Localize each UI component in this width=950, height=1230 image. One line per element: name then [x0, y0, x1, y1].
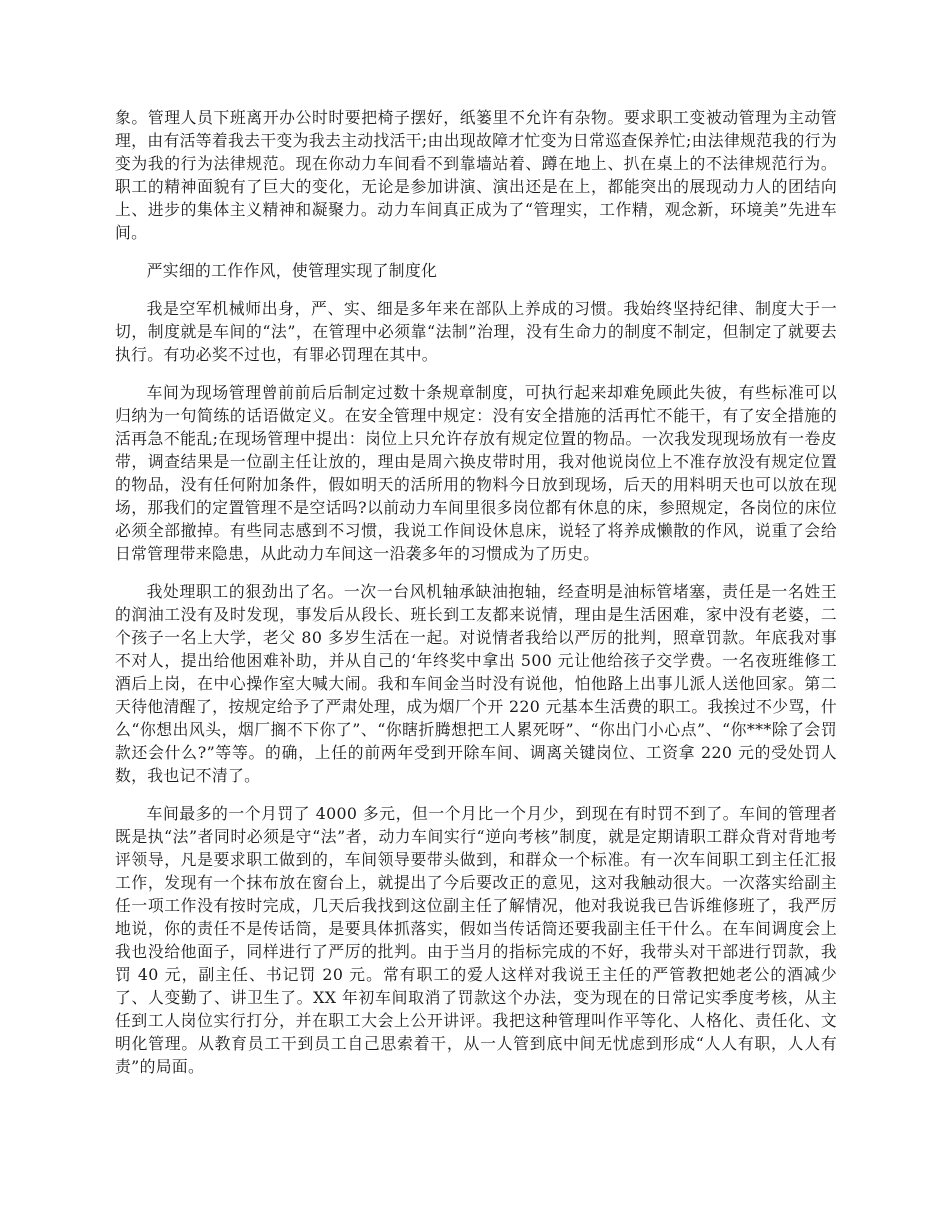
body-paragraph-3: 车间为现场管理曾前前后后制定过数十条规章制度，可执行起来却难免顾此失彼，有些标准可以归纳为一句简练的话语做定义。在安全管理中规定：没有安全措施的活再忙不能干，有了安全措施的活再急不能乱;在现场管理中提出：岗位上只允许存放有规定位置的物品。一次我发现现场放有一卷皮带，调查结果是一位副主任让放的，理由是周六换皮带时用，我对他说岗位上不准存放没有规定位置的物品，没有任何附加条件，假如明天的活所用的物料今日放到现场，后天的用料明天也可以放在现场，那我们的定置管理不是空话吗?以前动力车间里很多岗位都有休息的床，参照规定，各岗位的床位必须全部撤掉。有些同志感到不习惯，我说工作间设休息床，说轻了将养成懒散的作风，说重了会给日常管理带来隐患，从此动力车间这一沿袭多年的习惯成为了历史。 — [115, 383, 837, 563]
document-page — [115, 106, 837, 1093]
body-paragraph-5: 车间最多的一个月罚了 4000 多元，但一个月比一个月少，到现在有时罚不到了。车间的管理者既是执“法”者同时必须是守“法”者，动力车间实行“逆向考核”制度，就是定期请职工群众背对背地考评领导，凡是要求职工做到的，车间领导要带头做到，和群众一个标准。有一次车间职工到主任汇报工作，发现有一个抹布放在窗台上，就提出了今后要改正的意见，这对我触动很大。一次落实给副主任一项工作没有按时完成，几天后我找到这位副主任了解情况，他对我说我已告诉维修班了，我严厉地说，你的责任不是传话筒，是要具体抓落实，假如当传话筒还要我副主任干什么。在车间调度会上我也没给他面子，同样进行了严厉的批判。由于当月的指标完成的不好，我带头对干部进行罚款，我罚 40 元，副主任、书记罚 20 元。常有职工的爱人这样对我说王主任的严管教把她老公的酒减少了、人变勤了、讲卫生了。XX 年初车间取消了罚款这个办法，变为现在的日常记实季度考核，从主任到工人岗位实行打分，并在职工大会上公开讲评。我把这种管理叫作平等化、人格化、责任化、文明化管理。从教育员工干到员工自己思索着干，从一人管到底中间无忧虑到形成“人人有职，人人有责”的局面。 — [115, 804, 837, 1076]
body-paragraph-1: 象。管理人员下班离开办公时时要把椅子摆好，纸篓里不允许有杂物。要求职工变被动管理为主动管理，由有活等着我去干变为我去主动找活干;由出现故障才忙变为日常巡查保养忙;由法律规范我的行为变为我的行为法律规范。现在你动力车间看不到靠墙站着、蹲在地上、扒在桌上的不法律规范行为。职工的精神面貌有了巨大的变化，无论是参加讲演、演出还是在上，都能突出的展现动力人的团结向上、进步的集体主义精神和凝聚力。动力车间真正成为了“管理实，工作精，观念新，环境美”先进车间。 — [115, 108, 837, 242]
section-heading: 严实细的工作作风，使管理实现了制度化 — [146, 261, 438, 280]
body-paragraph-4: 我处理职工的狠劲出了名。一次一台风机轴承缺油抱轴，经查明是油标管堵塞，责任是一名姓王的润油工没有及时发现，事发后从段长、班长到工友都来说情，理由是生活困难，家中没有老婆，二个孩子一名上大学，老父 80 多岁生活在一起。对说情者我给以严厉的批判，照章罚款。年底我对事不对人，提出给他困难补助，并从自己的‘年终奖中拿出 500 元让他给孩子交学费。一名夜班维修工酒后上岗，在中心操作室大喊大闹。我和车间金当时没有说他，怕他路上出事儿派人送他回家。第二天待他清醒了，按规定给予了严肃处理，成为烟厂个开 220 元基本生活费的职工。我挨过不少骂，什么“你想出风头，烟厂搁不下你了”、“你瞎折腾想把工人累死呀”、“你出门小心点”、“你***除了会罚款还会什么?”等等。的确，上任的前两年受到开除车间、调离关键岗位、工资拿 220 元的受处罚人数，我也记不清了。 — [115, 582, 837, 785]
body-paragraph-2: 我是空军机械师出身，严、实、细是多年来在部队上养成的习惯。我始终坚持纪律、制度大于一切，制度就是车间的“法”，在管理中必须靠“法制”治理，没有生命力的制度不制定，但制定了就要去执行。有功必奖不过也，有罪必罚理在其中。 — [115, 299, 837, 364]
